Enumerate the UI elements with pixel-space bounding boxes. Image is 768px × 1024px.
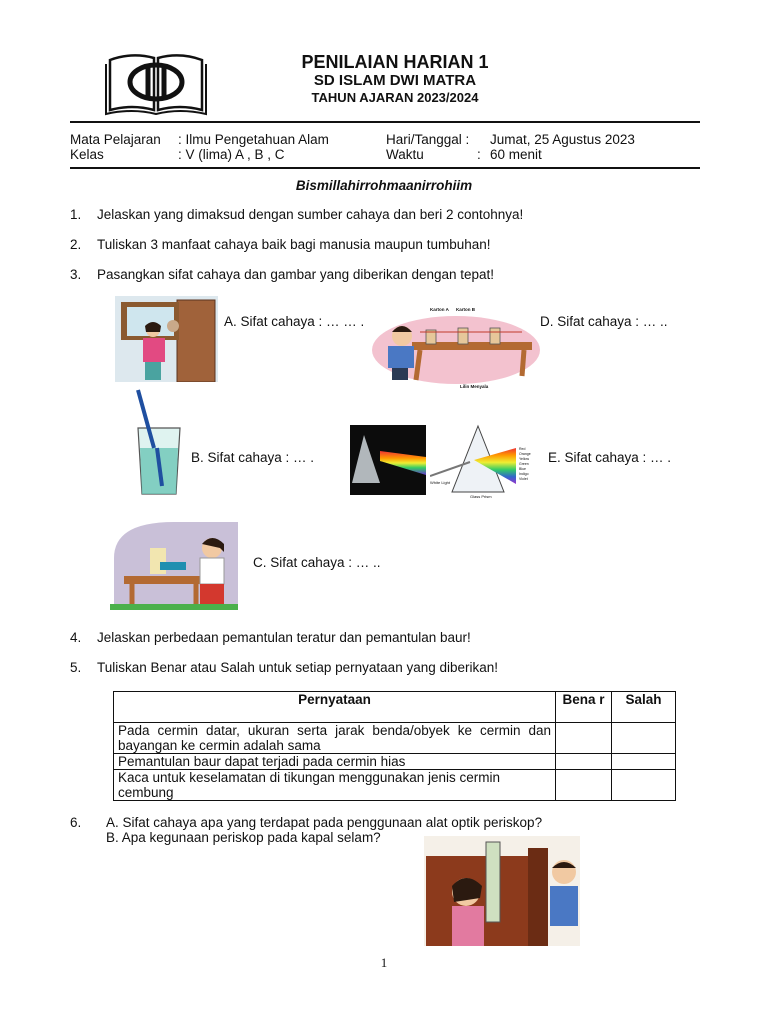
answer-false-cell[interactable]: [612, 754, 676, 770]
question-text: Jelaskan perbedaan pemantulan teratur dan pemantulan baur!: [97, 630, 471, 645]
color-label-yellow: Yellow: [519, 457, 529, 461]
candle-cardboard-illustration: [372, 302, 540, 392]
school-name: SD ISLAM DWI MATRA: [313, 72, 477, 89]
answer-false-cell[interactable]: [612, 770, 676, 801]
question-text: Tuliskan Benar atau Salah untuk setiap pernyataan yang diberikan!: [97, 660, 499, 675]
info-rule: [70, 167, 700, 169]
karton-b-label: Karton B: [456, 307, 475, 312]
time-label: Waktu: [386, 147, 424, 162]
color-label-orange: Orange: [519, 452, 531, 456]
table-row: [114, 754, 676, 770]
answer-false-cell[interactable]: [612, 723, 676, 754]
color-label-blue: Blue: [519, 467, 527, 471]
question-6-b: B. Apa kegunaan periskop pada kapal selam?: [106, 830, 381, 845]
question-6-number: 6.: [70, 815, 82, 830]
matching-label-a: A. Sifat cahaya : … … .: [224, 314, 365, 329]
statement-cell: Pada cermin datar, ukuran serta jarak benda/obyek ke cermin dan bayangan ke cermin adalah sama: [114, 723, 556, 754]
answer-true-cell[interactable]: [556, 770, 612, 801]
question-text: Pasangkan sifat cahaya dan gambar yang diberikan dengan tepat!: [97, 267, 495, 282]
header-true: Bena r: [556, 692, 612, 723]
date-label: Hari/Tanggal :: [386, 132, 470, 147]
matching-label-c: C. Sifat cahaya : … ..: [253, 555, 381, 570]
basmalah: Bismillahirrohmaanirrohiim: [295, 178, 473, 193]
exam-title: PENILAIAN HARIAN 1: [301, 52, 489, 72]
header-statement: Pernyataan: [114, 692, 556, 723]
class-label: Kelas: [70, 147, 104, 162]
header-rule: [70, 121, 700, 123]
subject-label: Mata Pelajaran: [70, 132, 161, 147]
matching-label-d: D. Sifat cahaya : … ..: [540, 314, 668, 329]
question-number: 4.: [70, 630, 82, 645]
glass-prism-label: Glass Prism: [470, 494, 492, 499]
periscope-illustration: [424, 836, 580, 946]
color-label-red: Red: [519, 447, 526, 451]
question-6-a: A. Sifat cahaya apa yang terdapat pada penggunaan alat optik periskop?: [106, 815, 543, 830]
academic-year: TAHUN AJARAN 2023/2024: [311, 90, 479, 105]
question-number: 3.: [70, 267, 82, 282]
matching-label-b: B. Sifat cahaya : … .: [191, 450, 315, 465]
question-number: 2.: [70, 237, 82, 252]
time-value: 60 menit: [490, 147, 542, 162]
date-value: Jumat, 25 Agustus 2023: [490, 132, 635, 147]
lilin-label: Lilin Menyala: [460, 384, 489, 389]
refraction-glass-illustration: [130, 386, 188, 498]
color-label-indigo: Indigo: [519, 472, 529, 476]
color-label-violet: Violet: [519, 477, 528, 481]
true-false-table: [113, 691, 676, 801]
color-label-green: Green: [519, 462, 529, 466]
answer-true-cell[interactable]: [556, 723, 612, 754]
question-number: 5.: [70, 660, 82, 675]
time-colon: :: [477, 147, 481, 162]
statement-cell: Pemantulan baur dapat terjadi pada cermin hias: [114, 754, 556, 770]
prism-dispersion-diagram: [430, 422, 542, 500]
table-header-row: [114, 692, 676, 723]
school-logo: [104, 46, 208, 116]
question-text: Jelaskan yang dimaksud dengan sumber cahaya dan beri 2 contohnya!: [97, 207, 524, 222]
white-light-label: White Light: [430, 480, 451, 485]
page-number: 1: [380, 955, 388, 970]
table-row: [114, 723, 676, 754]
mirror-illustration: [115, 296, 218, 382]
question-number: 1.: [70, 207, 82, 222]
class-value: : V (lima) A , B , C: [178, 147, 285, 162]
table-row: [114, 770, 676, 801]
answer-true-cell[interactable]: [556, 754, 612, 770]
matching-label-e: E. Sifat cahaya : … .: [548, 450, 672, 465]
flashlight-illustration: [110, 518, 238, 610]
header-false: Salah: [612, 692, 676, 723]
subject-value: : Ilmu Pengetahuan Alam: [178, 132, 329, 147]
statement-cell: Kaca untuk keselamatan di tikungan menggunakan jenis cermin cembung: [114, 770, 556, 801]
prism-photo: [350, 425, 426, 495]
question-text: Tuliskan 3 manfaat cahaya baik bagi manusia maupun tumbuhan!: [97, 237, 491, 252]
karton-a-label: Karton A: [430, 307, 449, 312]
